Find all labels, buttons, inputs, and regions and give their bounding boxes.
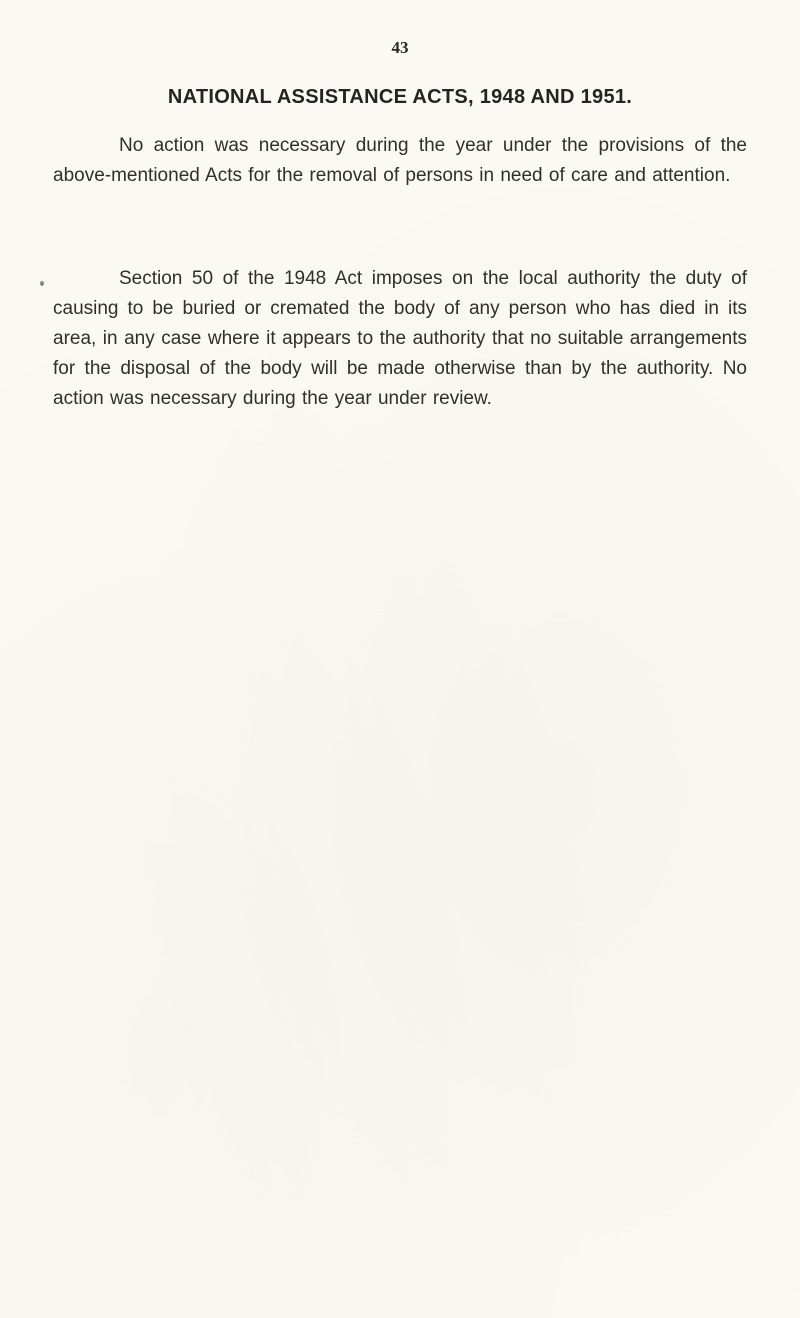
print-speck	[40, 281, 44, 286]
paragraph-section-50-burial: Section 50 of the 1948 Act imposes on the local authority the duty of causing to be buried or cremated the body of any person who has died in its area, in any case where it appears to the authority that no suitable arrangements for the disposal of the body will be made otherwise than by the authority. No action was necessary during the year under review.	[53, 268, 747, 409]
page-number: 43	[391, 38, 409, 57]
paragraph-removal-of-persons: No action was necessary during the year under the provisions of the above-mentioned Acts for the removal of persons in need of care and attention.	[53, 135, 747, 186]
section-heading: NATIONAL ASSISTANCE ACTS, 1948 AND 1951.	[167, 86, 633, 108]
